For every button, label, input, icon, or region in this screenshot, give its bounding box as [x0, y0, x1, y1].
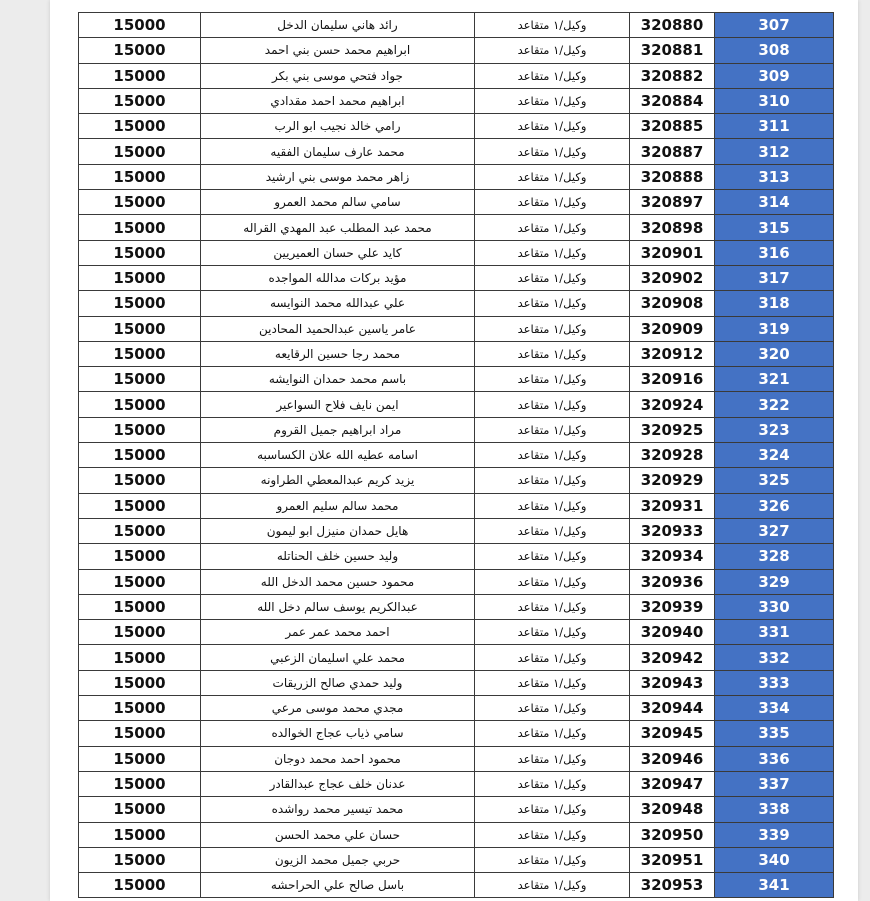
- id-number-cell: 320946: [630, 746, 715, 771]
- rank-cell: وكيل/١ متقاعد: [475, 746, 630, 771]
- table-row: [79, 88, 834, 113]
- rank-cell: وكيل/١ متقاعد: [475, 468, 630, 493]
- name-cell: مراد ابراهيم جميل القروم: [201, 417, 475, 442]
- id-number-cell: 320924: [630, 392, 715, 417]
- rank-cell: وكيل/١ متقاعد: [475, 291, 630, 316]
- amount-cell: 15000: [79, 771, 201, 796]
- table-row: [79, 493, 834, 518]
- sequence-number-cell: 308: [715, 38, 834, 63]
- rank-cell: وكيل/١ متقاعد: [475, 13, 630, 38]
- table-row: [79, 139, 834, 164]
- rank-cell: وكيل/١ متقاعد: [475, 594, 630, 619]
- table-row: [79, 114, 834, 139]
- sequence-number-cell: 320: [715, 341, 834, 366]
- table-row: [79, 291, 834, 316]
- id-number-cell: 320881: [630, 38, 715, 63]
- name-cell: حربي جميل محمد الزيون: [201, 847, 475, 872]
- amount-cell: 15000: [79, 316, 201, 341]
- id-number-cell: 320912: [630, 341, 715, 366]
- name-cell: ايمن نايف فلاح السواعير: [201, 392, 475, 417]
- name-cell: ابراهيم محمد حسن بني احمد: [201, 38, 475, 63]
- table-row: [79, 594, 834, 619]
- rank-cell: وكيل/١ متقاعد: [475, 215, 630, 240]
- sequence-number-cell: 333: [715, 670, 834, 695]
- table-row: [79, 164, 834, 189]
- id-number-cell: 320916: [630, 367, 715, 392]
- amount-cell: 15000: [79, 63, 201, 88]
- table-row: [79, 696, 834, 721]
- sequence-number-cell: 340: [715, 847, 834, 872]
- amount-cell: 15000: [79, 139, 201, 164]
- rank-cell: وكيل/١ متقاعد: [475, 392, 630, 417]
- table-row: [79, 746, 834, 771]
- rank-cell: وكيل/١ متقاعد: [475, 443, 630, 468]
- rank-cell: وكيل/١ متقاعد: [475, 417, 630, 442]
- amount-cell: 15000: [79, 569, 201, 594]
- amount-cell: 15000: [79, 873, 201, 898]
- sequence-number-cell: 315: [715, 215, 834, 240]
- name-cell: وليد حسين خلف الحناتله: [201, 544, 475, 569]
- rank-cell: وكيل/١ متقاعد: [475, 63, 630, 88]
- amount-cell: 15000: [79, 215, 201, 240]
- id-number-cell: 320942: [630, 645, 715, 670]
- sequence-number-cell: 330: [715, 594, 834, 619]
- amount-cell: 15000: [79, 88, 201, 113]
- id-number-cell: 320908: [630, 291, 715, 316]
- sequence-number-cell: 331: [715, 620, 834, 645]
- table-row: [79, 265, 834, 290]
- amount-cell: 15000: [79, 443, 201, 468]
- sequence-number-cell: 322: [715, 392, 834, 417]
- name-cell: سامي سالم محمد العمرو: [201, 190, 475, 215]
- table-row: [79, 240, 834, 265]
- sequence-number-cell: 339: [715, 822, 834, 847]
- table-row: [79, 443, 834, 468]
- rank-cell: وكيل/١ متقاعد: [475, 822, 630, 847]
- id-number-cell: 320944: [630, 696, 715, 721]
- name-cell: احمد محمد عمر عمر: [201, 620, 475, 645]
- table-row: [79, 468, 834, 493]
- id-number-cell: 320925: [630, 417, 715, 442]
- table-row: [79, 797, 834, 822]
- table-row: [79, 215, 834, 240]
- rank-cell: وكيل/١ متقاعد: [475, 518, 630, 543]
- id-number-cell: 320882: [630, 63, 715, 88]
- sequence-number-cell: 341: [715, 873, 834, 898]
- rank-cell: وكيل/١ متقاعد: [475, 797, 630, 822]
- name-cell: ابراهيم محمد احمد مقدادي: [201, 88, 475, 113]
- id-number-cell: 320931: [630, 493, 715, 518]
- table-row: [79, 873, 834, 898]
- name-cell: محمد علي اسليمان الزعبي: [201, 645, 475, 670]
- table-row: [79, 620, 834, 645]
- id-number-cell: 320943: [630, 670, 715, 695]
- name-cell: عبدالكريم يوسف سالم دخل الله: [201, 594, 475, 619]
- name-cell: جواد فتحي موسى بني بكر: [201, 63, 475, 88]
- rank-cell: وكيل/١ متقاعد: [475, 544, 630, 569]
- rank-cell: وكيل/١ متقاعد: [475, 569, 630, 594]
- sequence-number-cell: 324: [715, 443, 834, 468]
- id-number-cell: 320880: [630, 13, 715, 38]
- id-number-cell: 320887: [630, 139, 715, 164]
- rank-cell: وكيل/١ متقاعد: [475, 847, 630, 872]
- table-row: [79, 645, 834, 670]
- rank-cell: وكيل/١ متقاعد: [475, 620, 630, 645]
- rank-cell: وكيل/١ متقاعد: [475, 316, 630, 341]
- rank-cell: وكيل/١ متقاعد: [475, 265, 630, 290]
- amount-cell: 15000: [79, 291, 201, 316]
- sequence-number-cell: 328: [715, 544, 834, 569]
- sequence-number-cell: 319: [715, 316, 834, 341]
- sequence-number-cell: 313: [715, 164, 834, 189]
- id-number-cell: 320948: [630, 797, 715, 822]
- rank-cell: وكيل/١ متقاعد: [475, 771, 630, 796]
- sequence-number-cell: 318: [715, 291, 834, 316]
- name-cell: باسل صالح علي الحراحشه: [201, 873, 475, 898]
- rank-cell: وكيل/١ متقاعد: [475, 190, 630, 215]
- name-cell: مجدي محمد موسى مرعي: [201, 696, 475, 721]
- name-cell: يزيد كريم عبدالمعطي الطراونه: [201, 468, 475, 493]
- table-row: [79, 670, 834, 695]
- table-row: [79, 13, 834, 38]
- amount-cell: 15000: [79, 847, 201, 872]
- id-number-cell: 320934: [630, 544, 715, 569]
- sequence-number-cell: 338: [715, 797, 834, 822]
- id-number-cell: 320945: [630, 721, 715, 746]
- table-row: [79, 417, 834, 442]
- sequence-number-cell: 317: [715, 265, 834, 290]
- amount-cell: 15000: [79, 417, 201, 442]
- id-number-cell: 320940: [630, 620, 715, 645]
- sequence-number-cell: 325: [715, 468, 834, 493]
- name-cell: هايل حمدان منيزل ابو ليمون: [201, 518, 475, 543]
- id-number-cell: 320950: [630, 822, 715, 847]
- retirees-table: [78, 12, 834, 898]
- sequence-number-cell: 327: [715, 518, 834, 543]
- id-number-cell: 320953: [630, 873, 715, 898]
- table-row: [79, 822, 834, 847]
- amount-cell: 15000: [79, 696, 201, 721]
- id-number-cell: 320885: [630, 114, 715, 139]
- rank-cell: وكيل/١ متقاعد: [475, 493, 630, 518]
- sequence-number-cell: 332: [715, 645, 834, 670]
- id-number-cell: 320897: [630, 190, 715, 215]
- id-number-cell: 320909: [630, 316, 715, 341]
- id-number-cell: 320898: [630, 215, 715, 240]
- id-number-cell: 320884: [630, 88, 715, 113]
- rank-cell: وكيل/١ متقاعد: [475, 670, 630, 695]
- table-row: [79, 544, 834, 569]
- rank-cell: وكيل/١ متقاعد: [475, 139, 630, 164]
- amount-cell: 15000: [79, 645, 201, 670]
- sequence-number-cell: 309: [715, 63, 834, 88]
- table-row: [79, 847, 834, 872]
- amount-cell: 15000: [79, 468, 201, 493]
- rank-cell: وكيل/١ متقاعد: [475, 645, 630, 670]
- name-cell: رائد هاني سليمان الدخل: [201, 13, 475, 38]
- id-number-cell: 320888: [630, 164, 715, 189]
- rank-cell: وكيل/١ متقاعد: [475, 114, 630, 139]
- sequence-number-cell: 311: [715, 114, 834, 139]
- amount-cell: 15000: [79, 265, 201, 290]
- amount-cell: 15000: [79, 392, 201, 417]
- id-number-cell: 320902: [630, 265, 715, 290]
- name-cell: عامر ياسين عبدالحميد المحادين: [201, 316, 475, 341]
- sequence-number-cell: 321: [715, 367, 834, 392]
- table-row: [79, 569, 834, 594]
- amount-cell: 15000: [79, 594, 201, 619]
- name-cell: محمد عارف سليمان الفقيه: [201, 139, 475, 164]
- table-row: [79, 392, 834, 417]
- table-row: [79, 38, 834, 63]
- name-cell: رامي خالد نجيب ابو الرب: [201, 114, 475, 139]
- amount-cell: 15000: [79, 164, 201, 189]
- name-cell: محمد تيسير محمد رواشده: [201, 797, 475, 822]
- sequence-number-cell: 310: [715, 88, 834, 113]
- name-cell: وليد حمدي صالح الزريقات: [201, 670, 475, 695]
- table-row: [79, 518, 834, 543]
- sequence-number-cell: 336: [715, 746, 834, 771]
- amount-cell: 15000: [79, 13, 201, 38]
- table-row: [79, 721, 834, 746]
- table-row: [79, 341, 834, 366]
- rank-cell: وكيل/١ متقاعد: [475, 367, 630, 392]
- id-number-cell: 320947: [630, 771, 715, 796]
- name-cell: محمود احمد محمد دوجان: [201, 746, 475, 771]
- name-cell: عدنان خلف عجاج عبدالقادر: [201, 771, 475, 796]
- sequence-number-cell: 334: [715, 696, 834, 721]
- sequence-number-cell: 314: [715, 190, 834, 215]
- amount-cell: 15000: [79, 114, 201, 139]
- name-cell: حسان علي محمد الحسن: [201, 822, 475, 847]
- name-cell: مؤيد بركات مدالله المواجده: [201, 265, 475, 290]
- sequence-number-cell: 323: [715, 417, 834, 442]
- name-cell: محمد سالم سليم العمرو: [201, 493, 475, 518]
- amount-cell: 15000: [79, 240, 201, 265]
- table-body: [79, 13, 834, 898]
- name-cell: باسم محمد حمدان النوايشه: [201, 367, 475, 392]
- name-cell: سامي ذياب عجاج الخوالده: [201, 721, 475, 746]
- amount-cell: 15000: [79, 746, 201, 771]
- amount-cell: 15000: [79, 190, 201, 215]
- sequence-number-cell: 316: [715, 240, 834, 265]
- rank-cell: وكيل/١ متقاعد: [475, 721, 630, 746]
- amount-cell: 15000: [79, 544, 201, 569]
- id-number-cell: 320901: [630, 240, 715, 265]
- name-cell: محمد رجا حسين الرقايعه: [201, 341, 475, 366]
- table-row: [79, 316, 834, 341]
- sequence-number-cell: 326: [715, 493, 834, 518]
- amount-cell: 15000: [79, 367, 201, 392]
- rank-cell: وكيل/١ متقاعد: [475, 873, 630, 898]
- rank-cell: وكيل/١ متقاعد: [475, 164, 630, 189]
- sequence-number-cell: 312: [715, 139, 834, 164]
- sequence-number-cell: 337: [715, 771, 834, 796]
- id-number-cell: 320928: [630, 443, 715, 468]
- amount-cell: 15000: [79, 721, 201, 746]
- sequence-number-cell: 335: [715, 721, 834, 746]
- table-row: [79, 771, 834, 796]
- name-cell: علي عبدالله محمد النوايسه: [201, 291, 475, 316]
- document-page: [50, 0, 858, 901]
- amount-cell: 15000: [79, 670, 201, 695]
- name-cell: اسامه عطيه الله علان الكساسبه: [201, 443, 475, 468]
- amount-cell: 15000: [79, 797, 201, 822]
- rank-cell: وكيل/١ متقاعد: [475, 341, 630, 366]
- name-cell: محمد عبد المطلب عبد المهدي القراله: [201, 215, 475, 240]
- rank-cell: وكيل/١ متقاعد: [475, 38, 630, 63]
- amount-cell: 15000: [79, 518, 201, 543]
- name-cell: محمود حسين محمد الدخل الله: [201, 569, 475, 594]
- amount-cell: 15000: [79, 38, 201, 63]
- amount-cell: 15000: [79, 620, 201, 645]
- amount-cell: 15000: [79, 822, 201, 847]
- id-number-cell: 320933: [630, 518, 715, 543]
- id-number-cell: 320929: [630, 468, 715, 493]
- name-cell: زاهر محمد موسى بني ارشيد: [201, 164, 475, 189]
- sequence-number-cell: 307: [715, 13, 834, 38]
- name-cell: كايد علي حسان العميريين: [201, 240, 475, 265]
- table-row: [79, 367, 834, 392]
- id-number-cell: 320951: [630, 847, 715, 872]
- rank-cell: وكيل/١ متقاعد: [475, 88, 630, 113]
- rank-cell: وكيل/١ متقاعد: [475, 696, 630, 721]
- id-number-cell: 320936: [630, 569, 715, 594]
- amount-cell: 15000: [79, 341, 201, 366]
- amount-cell: 15000: [79, 493, 201, 518]
- sequence-number-cell: 329: [715, 569, 834, 594]
- id-number-cell: 320939: [630, 594, 715, 619]
- rank-cell: وكيل/١ متقاعد: [475, 240, 630, 265]
- table-row: [79, 63, 834, 88]
- table-row: [79, 190, 834, 215]
